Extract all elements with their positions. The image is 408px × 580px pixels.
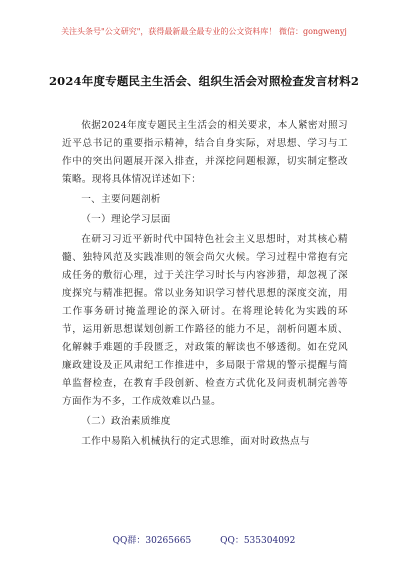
header-banner: 关注头条号"公文研究"，获得最新最全最专业的公文资料库！ 微信：gongwenyj — [61, 27, 347, 36]
sub-heading-1: （一）理论学习层面 — [81, 214, 171, 225]
document-title: 2024年度专题民主生活会、组织生活会对照检查发言材料2 — [48, 74, 360, 88]
document-body — [62, 117, 348, 451]
intro-paragraph: 依据2024年度专题民主生活会的相关要求，本人紧密对照习近平总书记的重要指示精神，结合自身实际，对思想、学习与工作中的突出问题展开深入排查，并深挖问题根源，切实制定整改策略。现将具体情况详述如下： — [62, 120, 348, 185]
footer-qq-group: QQ群：30265665 — [112, 536, 192, 546]
footer-qq: QQ：535304092 — [220, 536, 296, 546]
paragraph-theory-study: 在研习习近平新时代中国特色社会主义思想时，对其核心精髓、独特风范及实践准则的领会尚欠火候。学习过程中常抱有完成任务的敷衍心理，过于关注学习时长与内容涉猎，却忽视了深度探究与精准把握。常以业务知识学习替代思想的深度交流，用工作事务研讨掩盖理论的深入研讨。在将理论转化为实践的环节，运用新思想谋划创新工作路径的能力不足，剖析问题本质、化解棘手难题的手段匮乏，对政策的解读也不够透彻。如在党风廉政建设及正风肃纪工作推进中，多局限于常规的警示提醒与简单监督检查，在教育手段创新、检查方式优化及问责机制完善等方面作为不多，工作成效难以凸显。 — [62, 234, 348, 407]
paragraph-political-quality: 工作中易陷入机械执行的定式思维，面对时政热点与 — [81, 436, 310, 447]
footer-contact — [0, 533, 408, 546]
section-heading-1: 一、主要问题剖析 — [81, 194, 161, 205]
sub-heading-2: （二）政治素质维度 — [81, 416, 171, 427]
